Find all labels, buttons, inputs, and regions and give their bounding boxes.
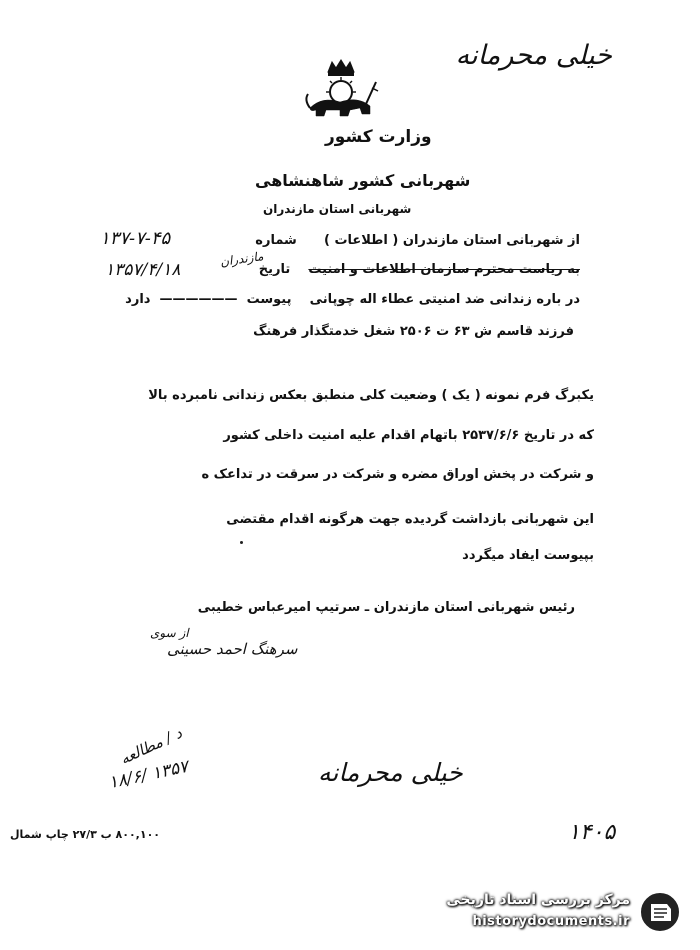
- date-label: تاریخ: [258, 262, 291, 277]
- signatory-on-behalf: از سوی: [150, 626, 189, 640]
- signatory-title: رئیس شهربانی استان مازندران ـ سرتیپ امیرعباس خطیبی: [197, 600, 575, 615]
- print-code: ۸۰۰,۱۰۰ ب ۲۷/۳ چاپ شمال: [10, 828, 160, 841]
- number-label: شماره: [255, 233, 297, 248]
- subject-text: در باره زندانی ضد امنیتی عطاء اله چوپانی: [309, 292, 580, 307]
- signatory-handwritten-name: سرهنگ احمد حسینی: [167, 640, 298, 658]
- watermark-url[interactable]: historydocuments.ir: [472, 914, 630, 929]
- ministry-title: وزارت کشور: [325, 127, 432, 147]
- body-line-4: این شهربانی بازداشت گردیده جهت هرگونه اقدام مقتضی: [226, 512, 594, 527]
- from-line: [255, 233, 580, 248]
- handwritten-date: ۱۳۵۷/۴/۱۸: [105, 260, 181, 280]
- police-province-title: شهربانی استان مازندران: [263, 202, 412, 216]
- child-of-line: فرزند قاسم ش ۶۳ ت ۲۵۰۶ شغل خدمتگذار فرهنگ: [253, 324, 574, 339]
- body-line-2: که در تاریخ ۲۵۳۷/۶/۶ باتهام اقدام علیه امنیت داخلی کشور: [223, 428, 594, 443]
- attachment-value: دارد: [125, 292, 151, 307]
- attachment-label: پیوست: [246, 292, 292, 307]
- body-line-1: یکبرگ فرم نمونه ( یک ) وضعیت کلی منطبق بعکس زندانی نامبرده بالا: [148, 388, 594, 403]
- watermark-title: مرکز بررسی اسناد تاریخی: [446, 892, 630, 908]
- classification-bottom: خیلی محرمانه: [318, 758, 463, 787]
- police-headquarters-title: شهربانی کشور شاهنشاهی: [255, 171, 471, 190]
- page-number: ۱۴۰۵: [568, 820, 616, 845]
- archive-watermark: [410, 888, 690, 938]
- body-line-3: و شرکت در پخش اوراق مضره و شرکت در سرقت در تداعک ه: [201, 467, 594, 482]
- subject-line: در باره زندانی ضد امنیتی عطاء اله چوپانی پیوست —————— دارد: [125, 292, 580, 307]
- to-line: [259, 262, 580, 277]
- handwritten-initial-note: د / مطالعه: [117, 723, 185, 769]
- ink-dot: [240, 541, 243, 544]
- body-line-5: بپیوست ایفاد میگردد: [462, 548, 594, 563]
- classification-top: خیلی محرمانه: [455, 40, 612, 71]
- handwritten-bottom-date: ۱۸/۶/ ۱۳۵۷: [106, 756, 190, 794]
- handwritten-number: ۱۳۷-۷-۴۵: [100, 228, 171, 249]
- from-text: از شهربانی استان مازندران ( اطلاعات ): [324, 233, 580, 248]
- handwritten-mazandaran: مازندران: [219, 249, 265, 269]
- to-text: به ریاست محترم سازمان اطلاعات و امنیت: [308, 262, 580, 277]
- lion-and-sun-crown-emblem: [300, 58, 382, 124]
- document-archive-logo-icon: [638, 890, 682, 934]
